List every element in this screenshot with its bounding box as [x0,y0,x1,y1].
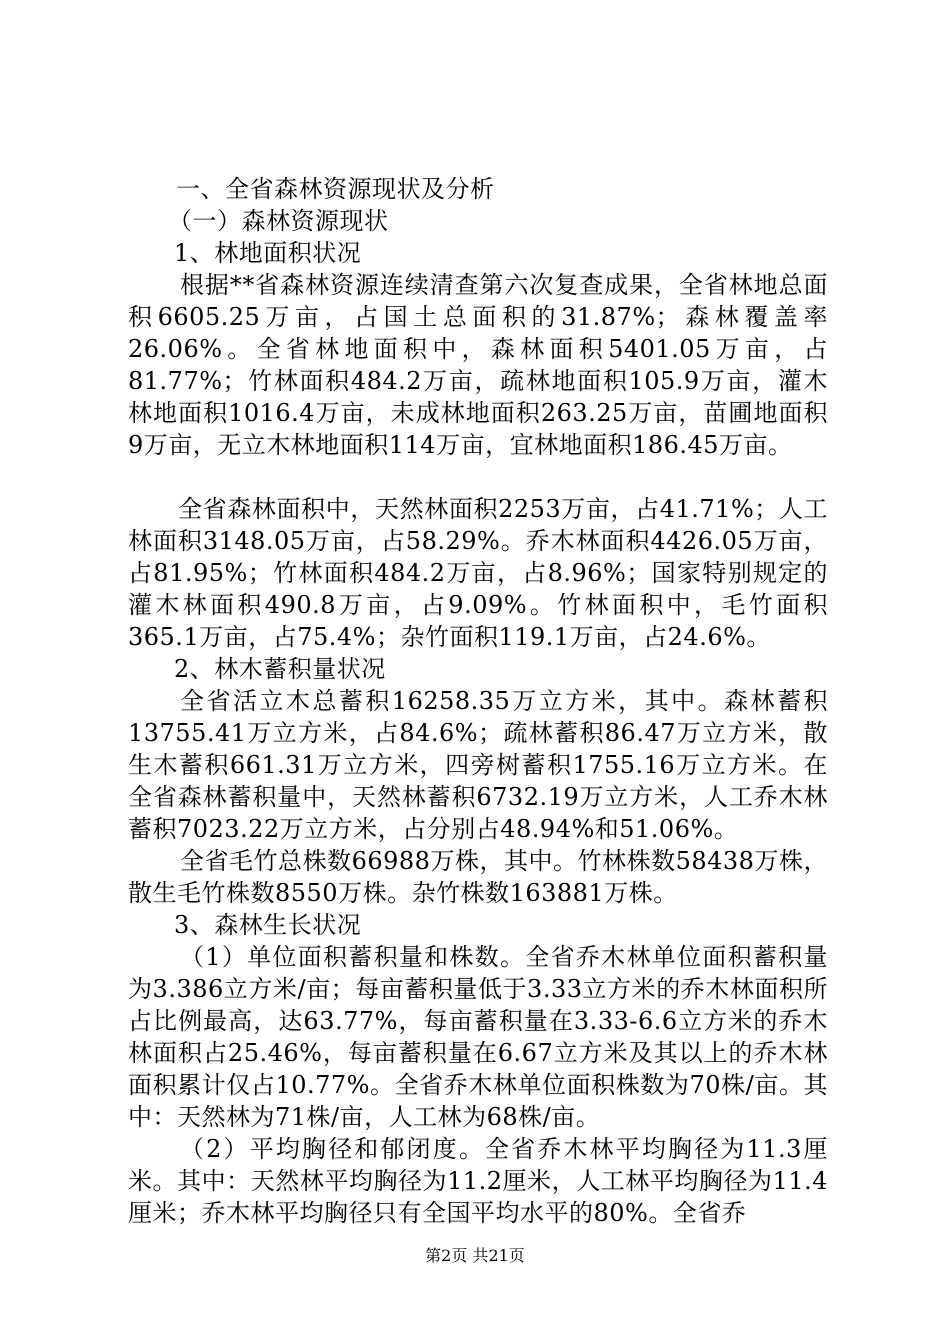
section-3-paragraph-1: （1）单位面积蓄积量和株数。全省乔木林单位面积蓄积量为3.386立方米/亩；每亩蓄积量低于3.33立方米的乔木林面积所占比例最高，达63.77%，每亩蓄积量在3.33-6.6立方米的乔木林面积占25.46%，每亩蓄积量在6.67立方米及其以上的乔木林面积累计仅占10.77%。全省乔木林单位面积株数为70株/亩。其中：天然林为71株/亩，人工林为68株/亩。 [128,943,828,1131]
section-3-title: 3、森林生长状况 [174,911,362,939]
heading-main: 一、全省森林资源现状及分析 [176,175,495,203]
paragraph-spacer [128,461,828,493]
section-3-paragraph-2: （2）平均胸径和郁闭度。全省乔木林平均胸径为11.3厘米。其中：天然林平均胸径为11.2厘米，人工林平均胸径为11.4厘米；乔木林平均胸径只有全国平均水平的80%。全省乔 [128,1135,828,1227]
section-2-title: 2、林木蓄积量状况 [174,655,386,683]
section-1-paragraph-2: 全省森林面积中，天然林面积2253万亩，占41.71%；人工林面积3148.05万亩，占58.29%。乔木林面积4426.05万亩，占81.95%；竹林面积484.2万亩，占8.96%；国家特别规定的灌木林面积490.8万亩，占9.09%。竹林面积中，毛竹面积365.1万亩，占75.4%；杂竹面积119.1万亩，占24.6%。 [128,495,828,651]
section-2-paragraph-1: 全省活立木总蓄积16258.35万立方米，其中。森林蓄积13755.41万立方米，占84.6%；疏林蓄积86.47万立方米，散生木蓄积661.31万立方米，四旁树蓄积1755.16万立方米。在全省森林蓄积量中，天然林蓄积6732.19万立方米，人工乔木林蓄积7023.22万立方米，占分别占48.94%和51.06%。 [128,687,828,843]
page-footer: 第2页 共21页 [425,1246,525,1265]
heading-sub: （一）森林资源现状 [168,207,389,235]
section-1-paragraph-1: 根据**省森林资源连续清查第六次复查成果，全省林地总面积6605.25万亩，占国土总面积的31.87%；森林覆盖率26.06%。全省林地面积中，森林面积5401.05万亩，占81.77%；竹林面积484.2万亩，疏林地面积105.9万亩，灌木林地面积1016.4万亩，未成林地面积263.25万亩，苗圃地面积9万亩，无立木林地面积114万亩，宜林地面积186.45万亩。 [128,271,828,459]
document-body [128,173,828,1229]
section-2-paragraph-2: 全省毛竹总株数66988万株，其中。竹林株数58438万株，散生毛竹株数8550万株。杂竹株数163881万株。 [128,847,828,907]
section-1-title: 1、林地面积状况 [174,239,362,267]
